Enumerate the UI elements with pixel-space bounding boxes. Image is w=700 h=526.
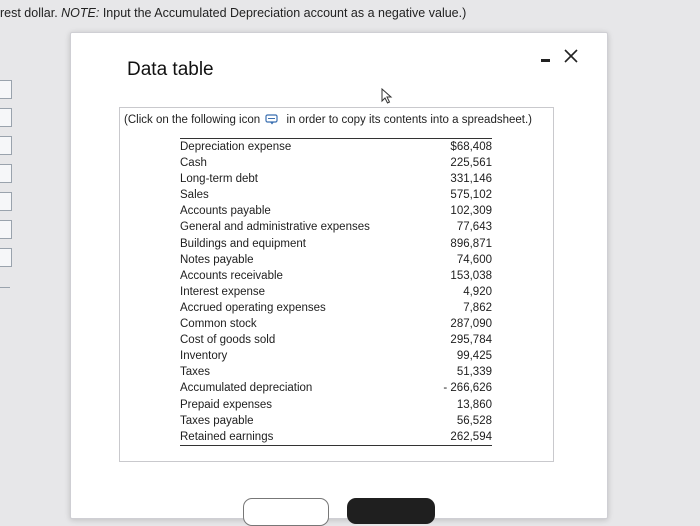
- background-input-box[interactable]: [0, 164, 12, 183]
- table-row: [180, 284, 492, 300]
- table-row: [180, 397, 492, 413]
- table-row: [180, 413, 492, 429]
- account-name: Common stock: [180, 318, 257, 331]
- account-value: 7,862: [463, 301, 492, 314]
- account-table: [180, 138, 492, 446]
- background-input-box[interactable]: [0, 136, 12, 155]
- table-row: [180, 364, 492, 380]
- account-name: Prepaid expenses: [180, 398, 273, 411]
- table-row: [180, 219, 492, 235]
- mouse-cursor-icon: [380, 88, 396, 104]
- table-row: [180, 316, 492, 332]
- account-name: Notes payable: [180, 253, 254, 266]
- account-name: Accounts receivable: [180, 269, 283, 282]
- account-name: Retained earnings: [180, 430, 274, 443]
- note-text: Input the Accumulated Depreciation account as a negative value.): [99, 6, 467, 20]
- account-value: 896,871: [450, 237, 492, 250]
- account-name: Inventory: [180, 350, 228, 363]
- secondary-button[interactable]: [243, 498, 329, 526]
- account-value: 99,425: [456, 350, 492, 363]
- account-value: 225,561: [450, 157, 492, 170]
- table-row: [180, 187, 492, 203]
- account-name: Cash: [180, 157, 207, 170]
- account-value: - 266,626: [443, 382, 492, 395]
- close-button[interactable]: [561, 46, 581, 66]
- background-input-box[interactable]: [0, 248, 12, 267]
- account-value: 287,090: [450, 318, 492, 331]
- table-row: [180, 252, 492, 268]
- account-value: $68,408: [450, 141, 492, 153]
- account-value: 74,600: [456, 253, 492, 266]
- background-divider: [0, 287, 10, 288]
- account-name: Accounts payable: [180, 205, 271, 218]
- account-name: Accumulated depreciation: [180, 382, 313, 395]
- account-name: Buildings and equipment: [180, 237, 306, 250]
- dialog-title: Data table: [127, 59, 214, 80]
- table-row: [180, 332, 492, 348]
- account-name: Depreciation expense: [180, 141, 292, 153]
- background-input-column: [0, 80, 14, 290]
- spreadsheet-copy-icon[interactable]: [265, 114, 279, 125]
- account-value: 13,860: [456, 398, 492, 411]
- table-row: [180, 268, 492, 284]
- minimize-button[interactable]: [539, 51, 553, 67]
- table-row: [180, 300, 492, 316]
- primary-button[interactable]: [347, 498, 435, 524]
- background-input-box[interactable]: [0, 108, 12, 127]
- data-table-panel: [119, 107, 554, 462]
- account-value: 56,528: [456, 414, 492, 427]
- note-label: NOTE:: [61, 6, 100, 20]
- table-row: [180, 348, 492, 364]
- table-row: [180, 236, 492, 252]
- account-value: 262,594: [450, 430, 492, 443]
- account-name: Accrued operating expenses: [180, 301, 326, 314]
- table-row: [180, 203, 492, 219]
- table-row: [180, 155, 492, 171]
- table-row: [180, 171, 492, 187]
- background-input-box[interactable]: [0, 80, 12, 99]
- account-value: 4,920: [463, 285, 492, 298]
- account-name: Taxes payable: [180, 414, 254, 427]
- minus-icon: [541, 59, 550, 62]
- copy-instruction: [124, 114, 532, 126]
- account-name: Cost of goods sold: [180, 334, 276, 347]
- background-input-box[interactable]: [0, 220, 12, 239]
- account-name: Interest expense: [180, 285, 266, 298]
- account-value: 331,146: [450, 173, 492, 186]
- instruction-note: [0, 6, 466, 20]
- account-value: 102,309: [450, 205, 492, 218]
- account-name: Long-term debt: [180, 173, 258, 186]
- data-table-dialog: [70, 32, 608, 519]
- table-row: [180, 139, 492, 155]
- account-value: 153,038: [450, 269, 492, 282]
- account-value: 575,102: [450, 189, 492, 202]
- account-name: Taxes: [180, 366, 211, 379]
- close-icon: [561, 46, 581, 66]
- background-input-box[interactable]: [0, 192, 12, 211]
- table-row: [180, 429, 492, 446]
- table-row: [180, 380, 492, 396]
- instruction-after: in order to copy its contents into a spreadsheet.): [283, 114, 533, 126]
- account-value: 295,784: [450, 334, 492, 347]
- account-name: General and administrative expenses: [180, 221, 370, 234]
- instruction-before: (Click on the following icon: [124, 114, 264, 126]
- account-value: 77,643: [456, 221, 492, 234]
- note-lead: rest dollar.: [0, 6, 58, 20]
- account-value: 51,339: [456, 366, 492, 379]
- account-name: Sales: [180, 189, 209, 202]
